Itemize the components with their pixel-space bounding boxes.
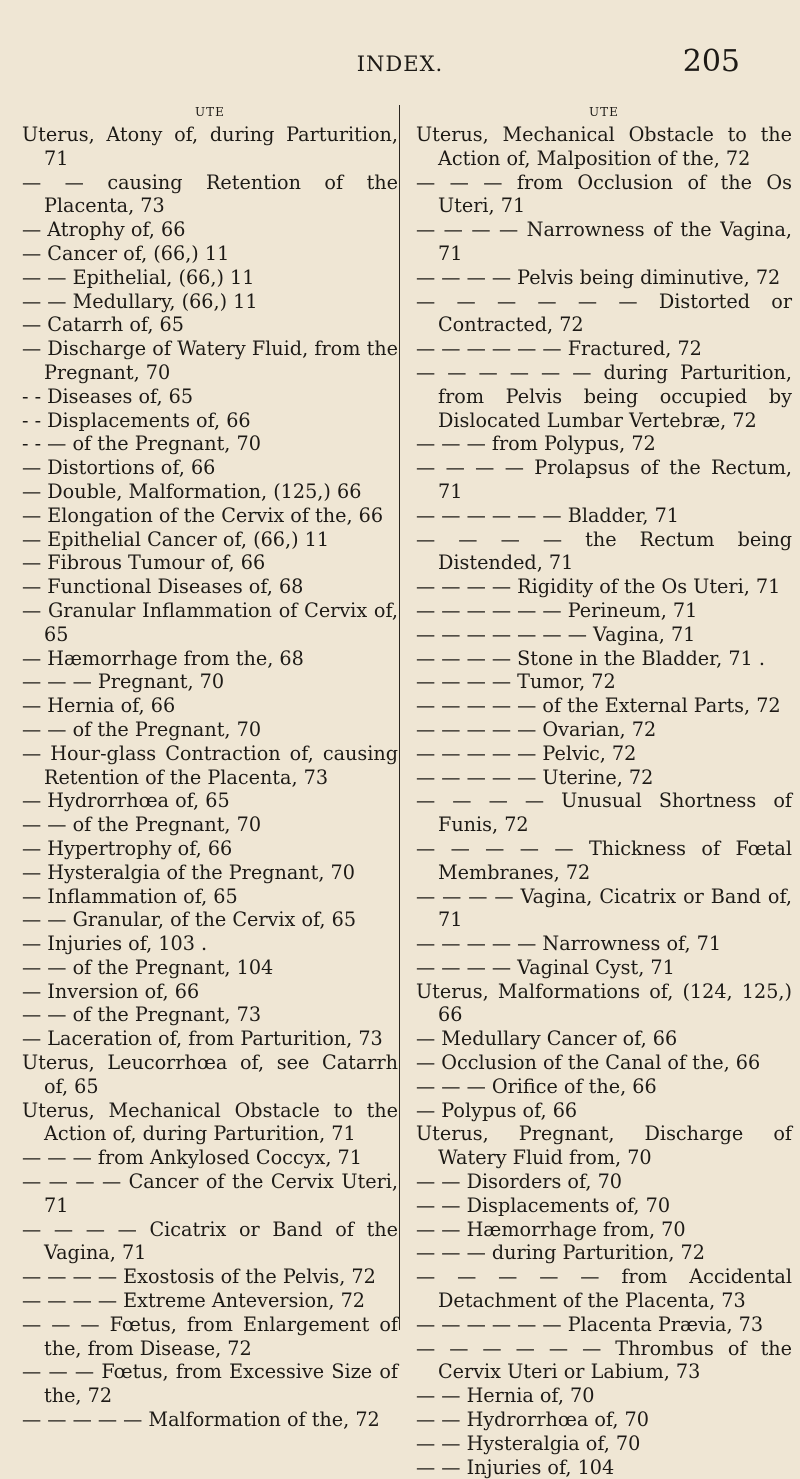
index-entry: — — — Pregnant, 70 [22, 670, 225, 694]
index-entry: — — of the Pregnant, 70 [22, 717, 262, 741]
index-entry: — — — — Tumor, 72 [416, 670, 616, 694]
index-entry: — — Disorders of, 70 [416, 1170, 623, 1194]
index-entry: — — — — Cicatrix or Band of the Vagina, 71 [22, 1217, 398, 1265]
index-entry: — — — — Unusual Shortness of Funis, 72 [416, 789, 792, 837]
index-entry: — — — — — — Fractured, 72 [416, 337, 702, 361]
index-entry: — Medullary Cancer of, 66 [416, 1027, 678, 1051]
index-entry: — — — — Narrowness of the Vagina, 71 [416, 218, 792, 265]
index-entry: — — — — — — Distorted or Contracted, 72 [416, 289, 792, 337]
index-entry: — Hypertrophy of, 66 [22, 836, 233, 860]
index-entry: — Hernia of, 66 [22, 694, 176, 718]
index-entry: - - Displacements of, 66 [22, 408, 251, 432]
index-entry: — Double, Malformation, (125,) 66 [22, 479, 362, 503]
index-entry: — — Hæmorrhage from, 70 [416, 1217, 686, 1241]
guide-word: UTE [195, 105, 225, 119]
index-entry: — — — from Ankylosed Coccyx, 71 [22, 1146, 362, 1170]
index-entry: — — — Orifice of the, 66 [416, 1074, 657, 1098]
index-entry: — — — — — Narrowness of, 71 [416, 932, 722, 956]
index-entry: — — of the Pregnant, 73 [22, 1003, 262, 1027]
index-entry: — — — — — Pelvic, 72 [416, 741, 637, 765]
index-entry: — — — — Extreme Anteversion, 72 [22, 1289, 366, 1313]
index-entry: — — — — Cancer of the Cervix Uteri, 71 [22, 1170, 398, 1217]
index-entry: — Injuries of, 103 . [22, 932, 208, 956]
index-entry: — Hysteralgia of the Pregnant, 70 [22, 860, 355, 884]
index-entry: - - — of the Pregnant, 70 [22, 432, 261, 456]
index-entry: — — — — — of the External Parts, 72 [416, 694, 781, 718]
index-entry: — — of the Pregnant, 104 [22, 955, 274, 979]
index-entry: — — — — — — Perineum, 71 [416, 598, 698, 622]
index-entry: — Laceration of, from Parturition, 73 [22, 1027, 383, 1051]
index-entry: — — — — Pelvis being diminutive, 72 [416, 265, 781, 289]
index-entry: — — — — — Uterine, 72 [416, 765, 654, 789]
page-header [0, 44, 800, 86]
index-entry: — — — — — — during Parturition, from Pelvis being occupied by Dislocated Lumbar Vertebræ, 72 [416, 360, 792, 432]
index-entry: — — — — Exostosis of the Pelvis, 72 [22, 1265, 376, 1289]
index-entry: — Functional Diseases of, 68 [22, 575, 304, 599]
index-entry: — — — — — — — Vagina, 71 [416, 622, 696, 646]
index-entry: — — Displacements of, 70 [416, 1193, 671, 1217]
right-column [416, 103, 792, 1479]
index-entry: — — — Fœtus, from Excessive Size of the, 72 [22, 1360, 398, 1408]
index-entry: Uterus, Mechanical Obstacle to the Action of, during Parturition, 71 [22, 1098, 398, 1146]
index-entry: — Polypus of, 66 [416, 1098, 578, 1122]
index-entry: — — Epithelial, (66,) 11 [22, 265, 255, 289]
index-entry: — — — — — Thickness of Fœtal Membranes, 72 [416, 836, 792, 884]
index-entry: Uterus, Pregnant, Discharge of Watery Fluid from, 70 [416, 1122, 792, 1170]
index-entry: — — — — — Malformation of the, 72 [22, 1408, 380, 1432]
index-entry: — — — — — — Bladder, 71 [416, 503, 679, 527]
index-entry: — — — Fœtus, from Enlargement of the, from Disease, 72 [22, 1312, 398, 1360]
index-entry: — — Hysteralgia of, 70 [416, 1431, 641, 1455]
left-column [22, 103, 398, 1432]
index-entry: Uterus, Atony of, during Parturition, 71 [22, 123, 398, 170]
index-entry: — — — — — from Accidental Detachment of the Placenta, 73 [416, 1265, 792, 1313]
index-entry: — — Hydrorrhœa of, 70 [416, 1408, 649, 1432]
index-entry: Uterus, Mechanical Obstacle to the Action of, Malposition of the, 72 [416, 123, 792, 170]
index-entry: — Hydrorrhœa of, 65 [22, 789, 230, 813]
index-entry: — Elongation of the Cervix of the, 66 [22, 503, 384, 527]
index-entry: — — Hernia of, 70 [416, 1384, 595, 1408]
index-entry: — Catarrh of, 65 [22, 313, 184, 337]
index-entry: — Distortions of, 66 [22, 456, 216, 480]
index-entry: — — Injuries of, 104 [416, 1455, 615, 1479]
column-divider [399, 105, 400, 1330]
index-entry: — — — — Stone in the Bladder, 71 . [416, 646, 765, 670]
index-entry: — Epithelial Cancer of, (66,) 11 [22, 527, 330, 551]
guide-word: UTE [589, 105, 619, 119]
index-entry: — — Granular, of the Cervix of, 65 [22, 908, 357, 932]
index-entry: — Occlusion of the Canal of the, 66 [416, 1051, 761, 1075]
index-entry: — Atrophy of, 66 [22, 218, 186, 242]
index-entry: — — — — — Ovarian, 72 [416, 717, 657, 741]
index-entry: — — — from Polypus, 72 [416, 432, 656, 456]
index-entry: — — — during Parturition, 72 [416, 1241, 705, 1265]
index-entry: — — — — Prolapsus of the Rectum, 71 [416, 456, 792, 503]
index-entry: — — — — Vaginal Cyst, 71 [416, 955, 675, 979]
index-entry: — — — from Occlusion of the Os Uteri, 71 [416, 170, 792, 218]
index-entry: — — — — Vagina, Cicatrix or Band of, 71 [416, 884, 792, 932]
index-entry: — — — — the Rectum being Distended, 71 [416, 527, 792, 575]
index-entry: Uterus, Leucorrhœa of, see Catarrh of, 65 [22, 1051, 398, 1098]
page-number: 205 [682, 44, 740, 79]
index-entry: — Cancer of, (66,) 11 [22, 241, 230, 265]
index-entry: — — — — — — Placenta Prævia, 73 [416, 1312, 764, 1336]
index-entry: — — causing Retention of the Placenta, 73 [22, 170, 398, 218]
index-entry: - - Diseases of, 65 [22, 384, 194, 408]
index-entry: — Granular Inflammation of Cervix of, 65 [22, 598, 398, 646]
index-entry: — Discharge of Watery Fluid, from the Pregnant, 70 [22, 337, 398, 384]
index-entry: Uterus, Malformations of, (124, 125,) 66 [416, 979, 792, 1027]
index-entry: — Fibrous Tumour of, 66 [22, 551, 266, 575]
index-entry: — Hæmorrhage from the, 68 [22, 646, 304, 670]
index-entry: — — of the Pregnant, 70 [22, 813, 262, 837]
index-entry: — Inversion of, 66 [22, 979, 200, 1003]
running-head: INDEX. [356, 52, 444, 76]
index-entry: — Inflammation of, 65 [22, 884, 238, 908]
index-entry: — — — — Rigidity of the Os Uteri, 71 [416, 575, 781, 599]
index-entry: — — Medullary, (66,) 11 [22, 289, 258, 313]
index-entry: — Hour-glass Contraction of, causing Retention of the Placenta, 73 [22, 741, 398, 789]
index-entry: — — — — — — Thrombus of the Cervix Uteri or Labium, 73 [416, 1336, 792, 1384]
